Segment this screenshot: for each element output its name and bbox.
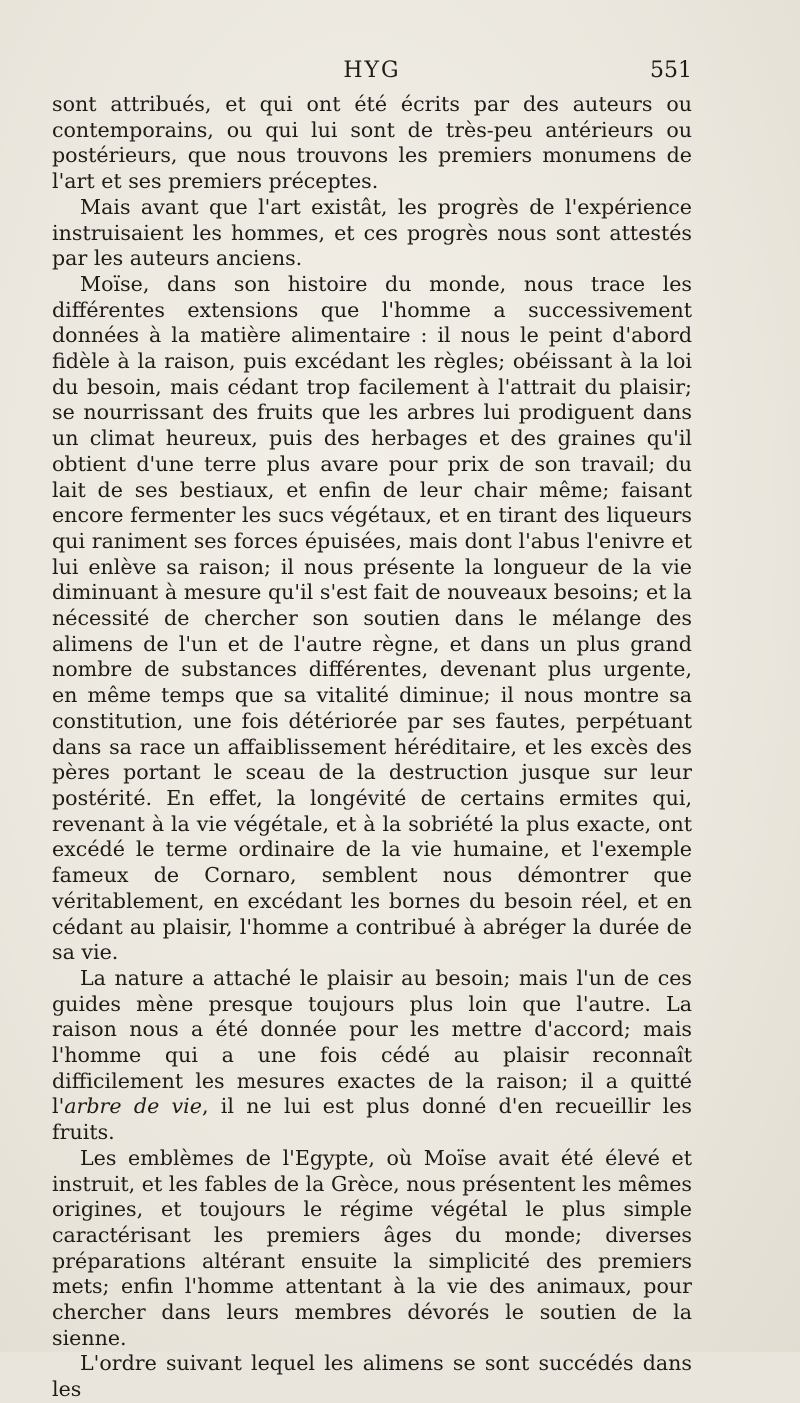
paragraph-2: Mais avant que l'art existât, les progrès de l'expérience instruisaient les hommes, et ces progrès nous sont attestés par les auteurs anciens. (52, 194, 692, 271)
page-number: 551 (650, 58, 692, 83)
paragraph-4-text-before: La nature a attaché le plaisir au besoin; mais l'un de ces guides mène presque toujours plus loin que l'autre. La raison nous a été donnée pour les mettre d'accord; mais l'homme qui a une fois cédé au plaisir reconnaît difficilement les mesures exactes de la raison; il a quitté l' (52, 965, 692, 1119)
body-text (52, 92, 692, 1403)
page-header (52, 58, 692, 90)
paragraph-6: L'ordre suivant lequel les alimens se sont succédés dans les (52, 1351, 692, 1402)
paragraph-1: sont attribués, et qui ont été écrits par des auteurs ou contemporains, ou qui lui sont de très-peu antérieurs ou postérieurs, que nous trouvons les premiers monumens de l'art et ses premiers préceptes. (52, 92, 692, 194)
paragraph-4-text-after: , il ne lui est plus donné d'en recueillir les fruits. (52, 1094, 692, 1145)
italic-phrase: arbre de vie (64, 1094, 202, 1119)
paragraph-3: Moïse, dans son histoire du monde, nous trace les différentes extensions que l'homme a successivement données à la matière alimentaire : il nous le peint d'abord fidèle à la raison, puis excédant les règles; obéissant à la loi du besoin, mais cédant trop facilement à l'attrait du plaisir; se nourrissant des fruits que les arbres lui prodiguent dans un climat heureux, puis des herbages et des graines qu'il obtient d'une terre plus avare pour prix de son travail; du lait de ses bestiaux, et enfin de leur chair même; faisant encore fermenter les sucs végétaux, et en tirant des liqueurs qui raniment ses forces épuisées, mais dont l'abus l'enivre et lui enlève sa raison; il nous présente la longueur de la vie diminuant à mesure qu'il s'est fait de nouveaux besoins; et la nécessité de chercher son soutien dans le mélange des alimens de l'un et de l'autre règne, et dans un plus grand nombre de substances différentes, devenant plus urgente, en même temps que sa vitalité diminue; il nous montre sa constitution, une fois détériorée par ses fautes, perpétuant dans sa race un affaiblissement héréditaire, et les excès des pères portant le sceau de la destruction jusque sur leur postérité. En effet, la longévité de certains ermites qui, revenant à la vie végétale, et à la sobriété la plus exacte, ont excédé le terme ordinaire de la vie humaine, et l'exemple fameux de Cornaro, semblent nous démontrer que véritablement, en excédant les bornes du besoin réel, et en cédant au plaisir, l'homme a contribué à abréger la durée de sa vie. (52, 271, 692, 965)
running-title: HYG (343, 58, 401, 83)
paragraph-4 (52, 966, 692, 1146)
paragraph-5: Les emblèmes de l'Egypte, où Moïse avait été élevé et instruit, et les fables de la Grèce, nous présentent les mêmes origines, et toujours le régime végétal le plus simple caractérisant les premiers âges du monde; diverses préparations altérant ensuite la simplicité des premiers mets; enfin l'homme attentant à la vie des animaux, pour chercher dans leurs membres dévorés le soutien de la sienne. (52, 1145, 692, 1350)
